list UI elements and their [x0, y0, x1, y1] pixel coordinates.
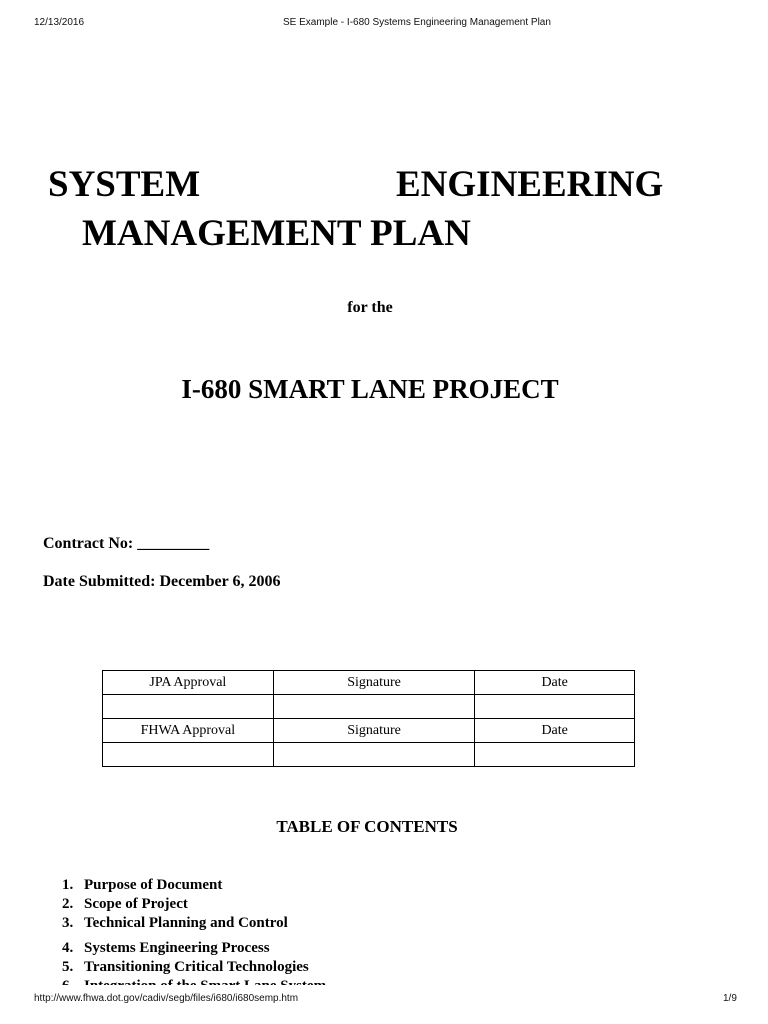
toc-item-number: 5. — [62, 959, 74, 975]
doc-title-line-2: MANAGEMENT PLAN — [82, 213, 471, 254]
page-bottom-cutoff — [0, 985, 768, 1024]
project-title: I-680 SMART LANE PROJECT — [181, 374, 559, 404]
table-cell: FHWA Approval — [103, 719, 274, 743]
toc-item[interactable] — [62, 895, 326, 914]
table-cell — [475, 743, 635, 767]
print-url[interactable]: http://www.fhwa.dot.gov/cadiv/segb/files/i680/i680semp.htm — [34, 993, 299, 1004]
toc-title: TABLE OF CONTENTS — [276, 817, 458, 836]
doc-title-word-engineering: ENGINEERING — [396, 164, 664, 205]
table-row — [103, 671, 635, 695]
toc-item-number: 2. — [62, 896, 74, 912]
toc-item-number: 3. — [62, 915, 74, 931]
toc-item-label: Purpose of Document — [84, 877, 223, 893]
table-cell: Date — [475, 671, 635, 695]
contract-number: Contract No: _________ — [43, 535, 210, 552]
print-date: 12/13/2016 — [34, 17, 85, 28]
toc-list — [62, 876, 326, 996]
table-cell — [475, 695, 635, 719]
toc-item-number: 4. — [62, 940, 74, 956]
toc-item[interactable] — [62, 939, 326, 958]
toc-item-number: 1. — [62, 877, 74, 893]
approval-table — [102, 670, 635, 767]
table-cell: Date — [475, 719, 635, 743]
toc-item-label: Transitioning Critical Technologies — [84, 959, 309, 975]
toc-item[interactable] — [62, 958, 326, 977]
table-cell — [273, 743, 475, 767]
toc-item-label: Systems Engineering Process — [84, 940, 270, 956]
doc-title-word-system: SYSTEM — [48, 164, 201, 205]
table-cell — [103, 743, 274, 767]
date-submitted: Date Submitted: December 6, 2006 — [43, 573, 281, 590]
table-cell — [103, 695, 274, 719]
table-row — [103, 719, 635, 743]
print-page-title: SE Example - I-680 Systems Engineering Management Plan — [283, 17, 551, 28]
table-cell: Signature — [273, 719, 475, 743]
table-cell: Signature — [273, 671, 475, 695]
table-row — [103, 743, 635, 767]
for-the-text: for the — [347, 299, 393, 316]
print-page-number: 1/9 — [723, 993, 737, 1004]
toc-item-label: Scope of Project — [84, 896, 188, 912]
table-cell: JPA Approval — [103, 671, 274, 695]
toc-item[interactable] — [62, 876, 326, 895]
table-cell — [273, 695, 475, 719]
toc-item[interactable] — [62, 914, 326, 933]
table-row — [103, 695, 635, 719]
toc-item-label: Technical Planning and Control — [84, 915, 288, 931]
